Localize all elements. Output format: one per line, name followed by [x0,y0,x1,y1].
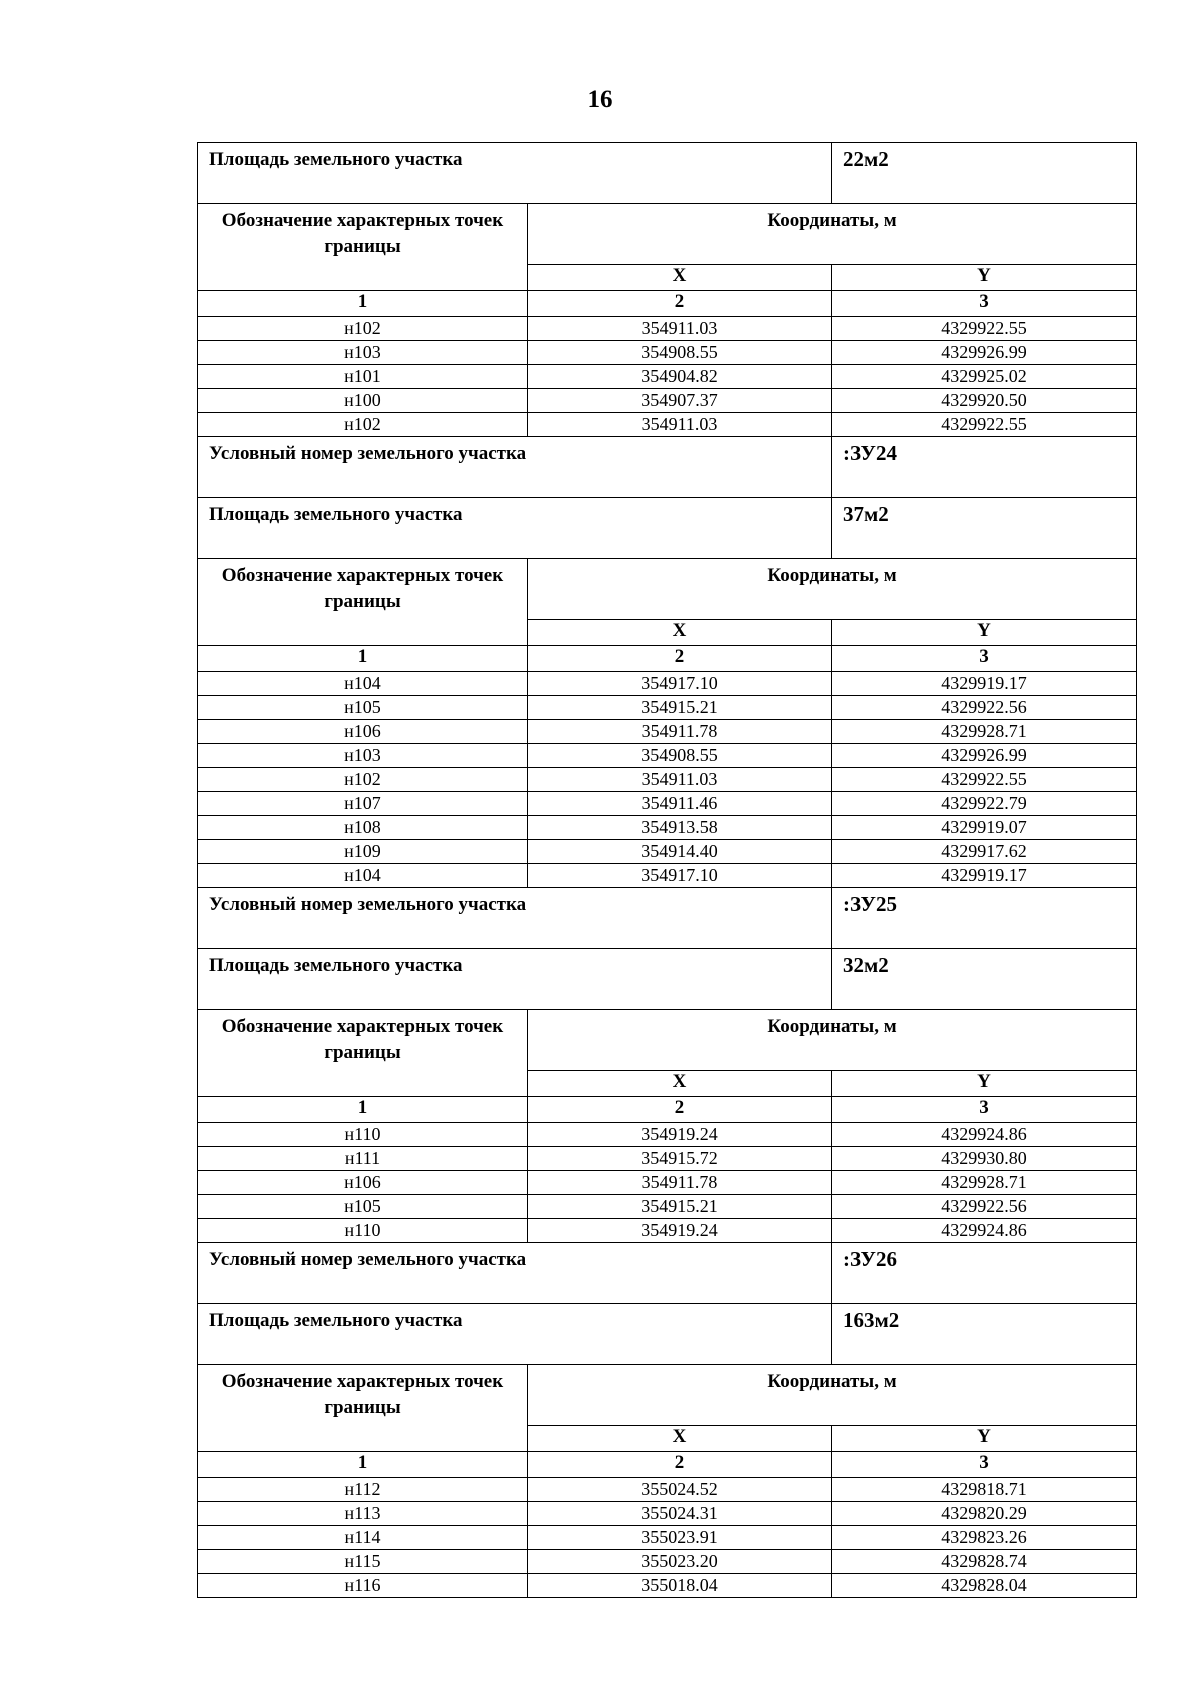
y-header: Y [832,265,1137,291]
area-label: Площадь земельного участка [198,949,832,1010]
point-name: н107 [198,792,528,816]
cond-number-row [198,437,1137,498]
x-value: 354919.24 [528,1219,832,1243]
point-header: Обозначение характерных точек границы [198,204,528,291]
y-value: 4329922.55 [832,317,1137,341]
column-number-2: 2 [528,291,832,317]
cond-number-row [198,888,1137,949]
x-value: 355023.91 [528,1526,832,1550]
y-value: 4329820.29 [832,1502,1137,1526]
point-name: н103 [198,341,528,365]
table-row [198,1195,1137,1219]
column-number-1: 1 [198,1452,528,1478]
point-name: н115 [198,1550,528,1574]
area-value: 163м2 [832,1304,1137,1365]
coords-header: Координаты, м [528,1010,1137,1071]
table-row [198,816,1137,840]
point-header: Обозначение характерных точек границы [198,559,528,646]
x-value: 354915.72 [528,1147,832,1171]
x-header: X [528,1071,832,1097]
y-value: 4329924.86 [832,1123,1137,1147]
y-value: 4329926.99 [832,744,1137,768]
cond-number-label: Условный номер земельного участка [198,437,832,498]
point-name: н106 [198,720,528,744]
x-header: X [528,265,832,291]
y-value: 4329928.71 [832,1171,1137,1195]
y-value: 4329919.17 [832,864,1137,888]
x-value: 354913.58 [528,816,832,840]
x-value: 354911.78 [528,720,832,744]
table-header-row [198,1010,1137,1071]
y-value: 4329917.62 [832,840,1137,864]
x-value: 355024.31 [528,1502,832,1526]
point-name: н109 [198,840,528,864]
column-number-2: 2 [528,646,832,672]
x-value: 354919.24 [528,1123,832,1147]
x-value: 355018.04 [528,1574,832,1598]
y-value: 4329823.26 [832,1526,1137,1550]
column-number-row [198,291,1137,317]
point-name: н104 [198,672,528,696]
y-value: 4329922.56 [832,696,1137,720]
x-value: 354917.10 [528,672,832,696]
cond-number-label: Условный номер земельного участка [198,1243,832,1304]
table-row [198,696,1137,720]
y-value: 4329928.71 [832,720,1137,744]
cond-number-row [198,1243,1137,1304]
page-number: 16 [587,86,613,113]
y-value: 4329922.55 [832,768,1137,792]
column-number-3: 3 [832,291,1137,317]
table-row [198,1147,1137,1171]
point-header: Обозначение характерных точек границы [198,1365,528,1452]
column-number-row [198,646,1137,672]
table-row [198,1574,1137,1598]
table-header-row [198,204,1137,265]
x-value: 354915.21 [528,696,832,720]
point-name: н100 [198,389,528,413]
table-row [198,341,1137,365]
area-row [198,1304,1137,1365]
table-row [198,389,1137,413]
x-value: 354911.46 [528,792,832,816]
column-number-1: 1 [198,1097,528,1123]
point-name: н111 [198,1147,528,1171]
cond-number-value: :ЗУ25 [832,888,1137,949]
point-name: н116 [198,1574,528,1598]
area-label: Площадь земельного участка [198,1304,832,1365]
table-row [198,720,1137,744]
y-value: 4329926.99 [832,341,1137,365]
y-value: 4329922.79 [832,792,1137,816]
point-name: н102 [198,413,528,437]
x-header: X [528,1426,832,1452]
y-value: 4329919.17 [832,672,1137,696]
column-number-row [198,1097,1137,1123]
cond-number-label: Условный номер земельного участка [198,888,832,949]
column-number-3: 3 [832,1097,1137,1123]
x-value: 354911.03 [528,768,832,792]
coordinates-table [197,142,1137,1598]
x-value: 354917.10 [528,864,832,888]
table-row [198,1502,1137,1526]
x-value: 354908.55 [528,341,832,365]
point-name: н110 [198,1219,528,1243]
table-row [198,1478,1137,1502]
area-value: 37м2 [832,498,1137,559]
y-header: Y [832,1426,1137,1452]
coords-header: Координаты, м [528,559,1137,620]
table-row [198,1123,1137,1147]
table-row [198,744,1137,768]
point-name: н113 [198,1502,528,1526]
table-row [198,1526,1137,1550]
area-value: 32м2 [832,949,1137,1010]
table-row [198,1550,1137,1574]
table-header-row [198,559,1137,620]
x-value: 355023.20 [528,1550,832,1574]
y-value: 4329920.50 [832,389,1137,413]
y-value: 4329828.74 [832,1550,1137,1574]
table-row [198,672,1137,696]
x-value: 354911.03 [528,413,832,437]
y-value: 4329924.86 [832,1219,1137,1243]
table-row [198,317,1137,341]
y-header: Y [832,620,1137,646]
y-value: 4329922.55 [832,413,1137,437]
x-value: 354911.78 [528,1171,832,1195]
x-value: 355024.52 [528,1478,832,1502]
column-number-3: 3 [832,646,1137,672]
point-header: Обозначение характерных точек границы [198,1010,528,1097]
y-value: 4329828.04 [832,1574,1137,1598]
x-value: 354907.37 [528,389,832,413]
x-value: 354915.21 [528,1195,832,1219]
column-number-2: 2 [528,1097,832,1123]
table-row [198,1171,1137,1195]
table-row [198,840,1137,864]
point-name: н106 [198,1171,528,1195]
x-header: X [528,620,832,646]
x-value: 354911.03 [528,317,832,341]
y-value: 4329930.80 [832,1147,1137,1171]
area-row [198,143,1137,204]
column-number-row [198,1452,1137,1478]
table-header-row [198,1365,1137,1426]
cond-number-value: :ЗУ26 [832,1243,1137,1304]
point-name: н108 [198,816,528,840]
point-name: н112 [198,1478,528,1502]
coords-header: Координаты, м [528,1365,1137,1426]
area-row [198,498,1137,559]
column-number-1: 1 [198,291,528,317]
column-number-2: 2 [528,1452,832,1478]
y-header: Y [832,1071,1137,1097]
cond-number-value: :ЗУ24 [832,437,1137,498]
point-name: н103 [198,744,528,768]
point-name: н101 [198,365,528,389]
table-row [198,365,1137,389]
table-row [198,413,1137,437]
point-name: н114 [198,1526,528,1550]
y-value: 4329922.56 [832,1195,1137,1219]
point-name: н105 [198,696,528,720]
table-row [198,792,1137,816]
y-value: 4329818.71 [832,1478,1137,1502]
y-value: 4329919.07 [832,816,1137,840]
point-name: н105 [198,1195,528,1219]
x-value: 354914.40 [528,840,832,864]
table-row [198,768,1137,792]
table-row [198,864,1137,888]
table-row [198,1219,1137,1243]
point-name: н104 [198,864,528,888]
area-value: 22м2 [832,143,1137,204]
coords-header: Координаты, м [528,204,1137,265]
column-number-3: 3 [832,1452,1137,1478]
column-number-1: 1 [198,646,528,672]
point-name: н102 [198,317,528,341]
point-name: н102 [198,768,528,792]
area-label: Площадь земельного участка [198,143,832,204]
y-value: 4329925.02 [832,365,1137,389]
x-value: 354908.55 [528,744,832,768]
area-label: Площадь земельного участка [198,498,832,559]
x-value: 354904.82 [528,365,832,389]
area-row [198,949,1137,1010]
point-name: н110 [198,1123,528,1147]
